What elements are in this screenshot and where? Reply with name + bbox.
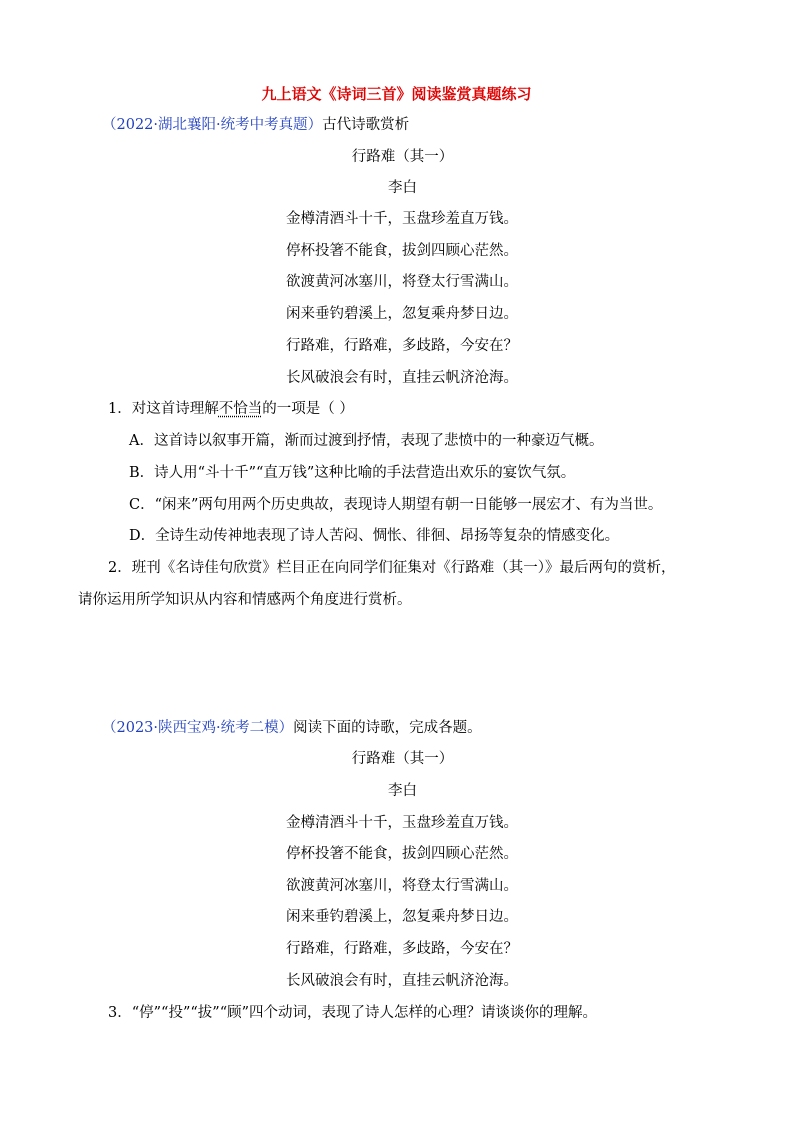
section2-poem-line: 欲渡黄河冰塞川，将登太行雪满山。: [286, 878, 518, 894]
section1-poem-line: 金樽清酒斗十千，玉盘珍羞直万钱。: [286, 211, 518, 227]
section2-header: [102, 718, 482, 738]
section1-intro: 古代诗歌赏析: [322, 117, 410, 133]
question-1-stem-start: 1．对这首诗理解: [108, 401, 219, 417]
question-1-emphasis: 不恰当: [218, 401, 263, 417]
section1-poem-line: 闲来垂钓碧溪上，忽复乘舟梦日边。: [286, 306, 518, 322]
section1-poem-line: 行路难，行路难，多歧路，今安在？: [286, 338, 518, 354]
question-2-line-2: 请你运用所学知识从内容和情感两个角度进行赏析。: [78, 592, 412, 608]
section2-intro: 阅读下面的诗歌，完成各题。: [293, 720, 482, 736]
section1-poem-line: 欲渡黄河冰塞川，将登太行雪满山。: [286, 274, 518, 290]
section1-poem-author: 李白: [388, 180, 417, 196]
section2-poem-line: 行路难，行路难，多歧路，今安在？: [286, 941, 518, 957]
question-1-stem: [108, 399, 354, 419]
section2-poem-line: 闲来垂钓碧溪上，忽复乘舟梦日边。: [286, 909, 518, 925]
question-1-option-a: A．这首诗以叙事开篇，渐而过渡到抒情，表现了悲愤中的一种豪迈气概。: [129, 433, 604, 449]
question-1-option-d: D．全诗生动传神地表现了诗人苦闷、惆怅、徘徊、昂扬等复杂的情感变化。: [129, 528, 620, 544]
section1-poem-line: 长风破浪会有时，直挂云帆济沧海。: [286, 370, 518, 386]
section1-poem-line: 停杯投箸不能食，拔剑四顾心茫然。: [286, 243, 518, 259]
section1-source: （2022·湖北襄阳·统考中考真题）: [102, 117, 323, 133]
section2-poem-author: 李白: [388, 783, 417, 799]
question-1-option-b: B．诗人用“斗十千”“直万钱”这种比喻的手法营造出欢乐的宴饮气氛。: [129, 465, 576, 481]
section2-poem-line: 金樽清酒斗十千，玉盘珍羞直万钱。: [286, 815, 518, 831]
section1-header: [102, 115, 409, 135]
question-2-line-1: 2．班刊《名诗佳句欣赏》栏目正在向同学们征集对《行路难（其一）》最后两句的赏析，: [108, 560, 676, 576]
question-1-option-c: C．“闲来”两句用两个历史典故，表现诗人期望有朝一日能够一展宏才、有为当世。: [129, 497, 663, 513]
section2-poem-line: 停杯投箸不能食，拔剑四顾心茫然。: [286, 846, 518, 862]
section2-poem-title: 行路难（其一）: [351, 751, 454, 767]
section2-source: （2023·陕西宝鸡·统考二模）: [102, 720, 294, 736]
section2-poem-line: 长风破浪会有时，直挂云帆济沧海。: [286, 973, 518, 989]
section1-poem-title: 行路难（其一）: [351, 149, 454, 165]
question-1-stem-end: 的一项是（ ）: [262, 401, 354, 417]
page-title: 九上语文《诗词三首》阅读鉴赏真题练习: [261, 85, 532, 103]
question-3: 3．“停”“投”“拔”“顾”四个动词，表现了诗人怎样的心理？请谈谈你的理解。: [108, 1005, 598, 1021]
